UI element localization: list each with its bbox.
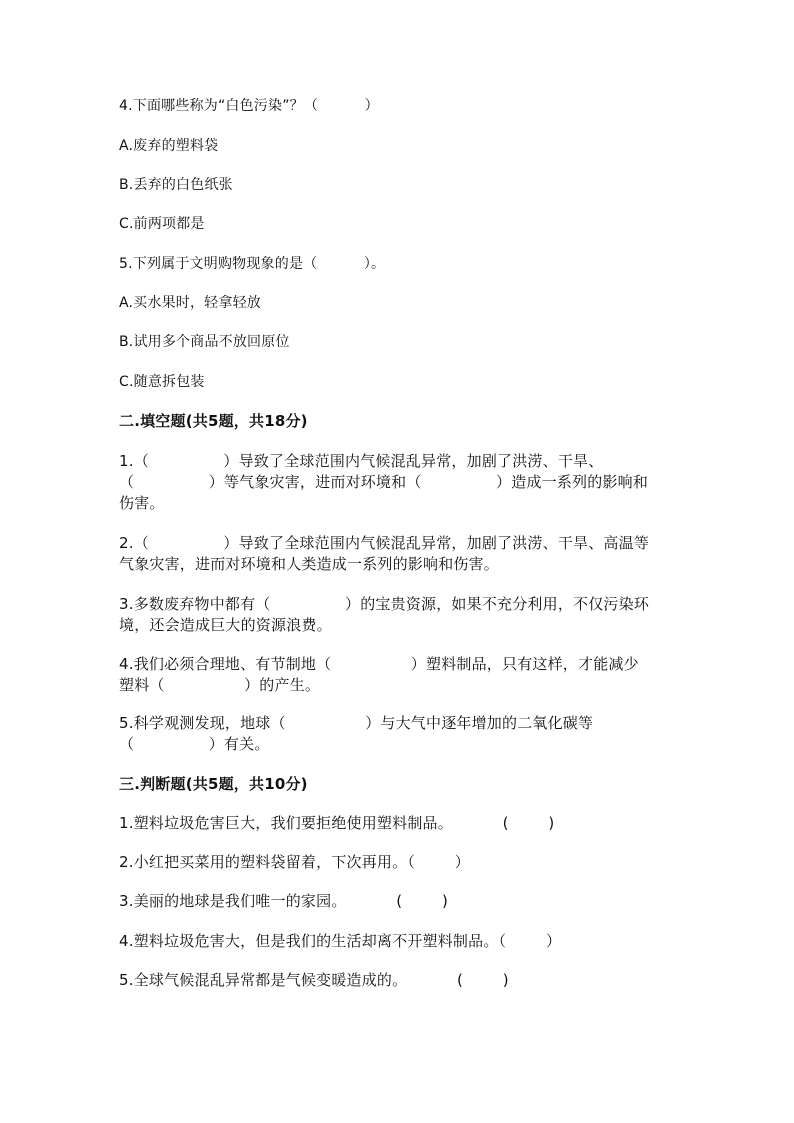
fill-blank-1-line-1: 1.（ ）导致了全球范围内气候混乱异常，加剧了洪涝、干旱、: [119, 452, 604, 470]
judge-item-2: 2.小红把买菜用的塑料袋留着，下次再用。（ ）: [119, 853, 470, 871]
fill-blank-2-line-2: 气象灾害，进而对环境和人类造成一系列的影响和伤害。: [119, 555, 500, 573]
question-5-option-b: B.试用多个商品不放回原位: [119, 334, 290, 350]
question-4-option-c: C.前两项都是: [119, 216, 205, 232]
fill-blank-4-line-1: 4.我们必须合理地、有节制地（ ）塑料制品，只有这样，才能减少: [119, 655, 639, 673]
fill-blank-5-line-2: （ ）有关。: [119, 735, 270, 753]
fill-blank-3-line-2: 境，还会造成巨大的资源浪费。: [119, 616, 332, 634]
fill-blank-1-line-3: 伤害。: [119, 494, 165, 512]
fill-blank-3-line-1: 3.多数废弃物中都有（ ）的宝贵资源，如果不充分利用，不仅污染环: [119, 595, 650, 613]
judge-item-4: 4.塑料垃圾危害大，但是我们的生活却离不开塑料制品。（ ）: [119, 932, 562, 950]
question-4-option-b: B.丢弃的白色纸张: [119, 177, 233, 193]
judge-item-5: 5.全球气候混乱异常都是气候变暖造成的。 ( ): [119, 971, 509, 989]
fill-blank-2-line-1: 2.（ ）导致了全球范围内气候混乱异常，加剧了洪涝、干旱、高温等: [119, 534, 650, 552]
judge-item-1: 1.塑料垃圾危害巨大，我们要拒绝使用塑料制品。 ( ): [119, 814, 555, 832]
fill-blank-4-line-2: 塑料（ ）的产生。: [119, 676, 321, 694]
question-4-option-a: A.废弃的塑料袋: [119, 138, 219, 154]
question-5: 5.下列属于文明购物现象的是（ ）。: [119, 256, 386, 272]
section-3-heading: 三.判断题(共5题，共10分): [119, 775, 308, 793]
question-5-option-a: A.买水果时，轻拿轻放: [119, 295, 261, 311]
judge-item-3: 3.美丽的地球是我们唯一的家园。 ( ): [119, 892, 449, 910]
question-4: 4.下面哪些称为“白色污染”？（ ）: [119, 98, 379, 114]
fill-blank-5-line-1: 5.科学观测发现，地球（ ）与大气中逐年增加的二氧化碳等: [119, 714, 594, 732]
question-5-option-c: C.随意拆包装: [119, 374, 205, 390]
section-2-heading: 二.填空题(共5题，共18分): [119, 412, 308, 430]
fill-blank-1-line-2: （ ）等气象灾害，进而对环境和（ ）造成一系列的影响和: [119, 473, 649, 491]
